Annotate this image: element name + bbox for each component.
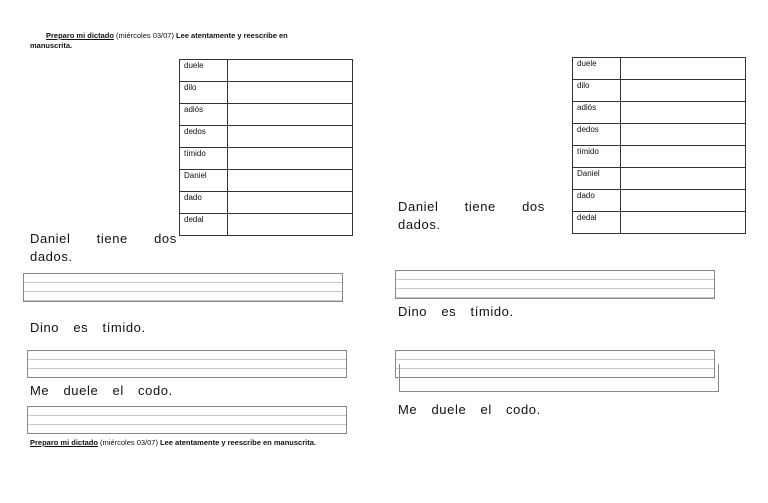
word-cell: dedal: [573, 212, 621, 234]
word-cell: Daniel: [180, 170, 228, 192]
footer-title: Preparo mi dictado: [30, 438, 98, 447]
writing-cell[interactable]: [228, 126, 353, 148]
table-row: [573, 212, 746, 234]
word-cell: duele: [180, 60, 228, 82]
writing-cell[interactable]: [228, 192, 353, 214]
word-table-left: [179, 59, 353, 236]
sentence-1-line2-right: dados.: [398, 217, 441, 232]
footer-date: (miércoles 03/07): [97, 438, 161, 447]
footer-instruction: Lee atentamente y reescribe en manuscrita.: [160, 438, 316, 447]
sentence-3: Me duele el codo.: [30, 383, 173, 398]
writing-cell[interactable]: [228, 214, 353, 236]
writing-cell[interactable]: [621, 102, 746, 124]
word-cell: dilo: [573, 80, 621, 102]
writing-cell[interactable]: [228, 82, 353, 104]
table-row: [180, 104, 353, 126]
table-row: [573, 146, 746, 168]
header-date: (miércoles 03/07): [113, 31, 177, 40]
writing-cell[interactable]: [228, 170, 353, 192]
writing-cell[interactable]: [228, 148, 353, 170]
writing-cell[interactable]: [621, 146, 746, 168]
writing-cell[interactable]: [621, 212, 746, 234]
header-left: [30, 31, 350, 51]
header-instruction-cont: manuscrita.: [30, 41, 73, 50]
table-row: [573, 58, 746, 80]
table-row: [180, 170, 353, 192]
word-table-right: [572, 57, 746, 234]
writing-cell[interactable]: [621, 124, 746, 146]
word-cell: dedos: [573, 124, 621, 146]
table-row: [180, 126, 353, 148]
writing-lines-1[interactable]: [23, 273, 343, 302]
sentence-3-right: Me duele el codo.: [398, 402, 541, 417]
word-cell: dado: [180, 192, 228, 214]
word-cell: dado: [573, 190, 621, 212]
table-row: [180, 214, 353, 236]
footer-left: [30, 438, 370, 448]
writing-cell[interactable]: [621, 190, 746, 212]
table-row: [573, 168, 746, 190]
word-cell: dedos: [180, 126, 228, 148]
sentence-1-line2: dados.: [30, 249, 73, 264]
writing-cell[interactable]: [621, 168, 746, 190]
sentence-2: Dino es tímido.: [30, 320, 146, 335]
word-cell: Daniel: [573, 168, 621, 190]
word-cell: tímido: [573, 146, 621, 168]
table-row: [573, 190, 746, 212]
sentence-1-line1-right: Daniel tiene dos: [398, 199, 545, 214]
table-row: [573, 124, 746, 146]
table-row: [180, 82, 353, 104]
table-row: [180, 148, 353, 170]
word-cell: tímido: [180, 148, 228, 170]
writing-lines-2-extra[interactable]: [399, 364, 719, 392]
writing-cell[interactable]: [228, 104, 353, 126]
sentence-2-right: Dino es tímido.: [398, 304, 514, 319]
header-instruction: Lee atentamente y reescribe en: [176, 31, 288, 40]
word-cell: adiós: [573, 102, 621, 124]
table-row: [573, 102, 746, 124]
word-cell: adiós: [180, 104, 228, 126]
writing-lines-1-right[interactable]: [395, 270, 715, 299]
header-title: Preparo mi dictado: [46, 31, 114, 40]
writing-cell[interactable]: [228, 60, 353, 82]
table-row: [573, 80, 746, 102]
writing-cell[interactable]: [621, 58, 746, 80]
sentence-1-line1: Daniel tiene dos: [30, 231, 177, 246]
word-cell: dedal: [180, 214, 228, 236]
writing-lines-3[interactable]: [27, 406, 347, 434]
writing-cell[interactable]: [621, 80, 746, 102]
word-cell: duele: [573, 58, 621, 80]
word-cell: dilo: [180, 82, 228, 104]
table-row: [180, 60, 353, 82]
writing-lines-2[interactable]: [27, 350, 347, 378]
table-row: [180, 192, 353, 214]
